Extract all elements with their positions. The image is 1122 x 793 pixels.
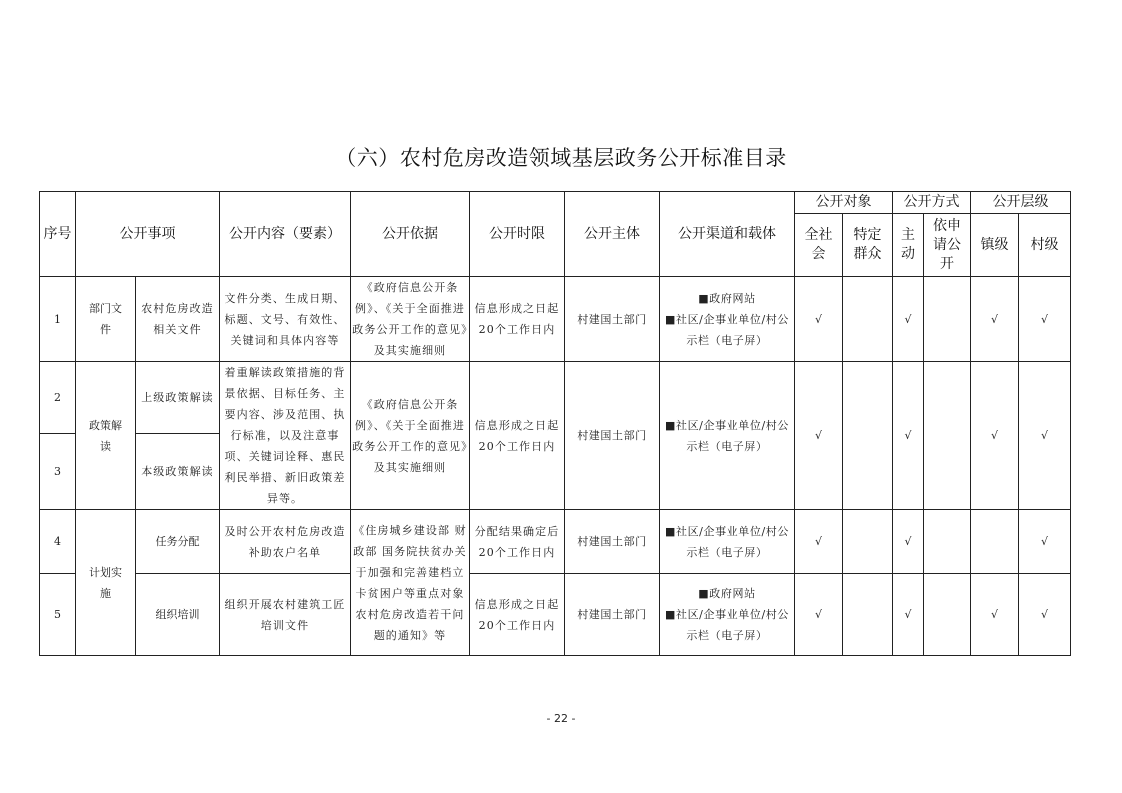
row-target-all: √ (795, 510, 843, 574)
row-level-village: √ (1019, 574, 1071, 656)
row-target-specific (843, 574, 893, 656)
row-item: 组织培训 (136, 574, 220, 656)
disclosure-catalog-table (39, 191, 1071, 656)
header-level-group: 公开层级 (971, 192, 1071, 214)
row-subject: 村建国土部门 (565, 510, 660, 574)
header-target-all (795, 214, 843, 277)
row-item: 任务分配 (136, 510, 220, 574)
row-deadline: 信息形成之日起20个工作日内 (470, 277, 565, 362)
page-number: - 22 - (546, 712, 576, 725)
header-target-group: 公开对象 (795, 192, 893, 214)
table-row (40, 277, 1071, 362)
header-method-group: 公开方式 (893, 192, 971, 214)
row-level-town (971, 510, 1019, 574)
row-deadline: 分配结果确定后20个工作日内 (470, 510, 565, 574)
header-subject: 公开主体 (565, 192, 660, 277)
row-method-request (924, 277, 971, 362)
row-channel-line: ■社区/企事业单位/村公示栏（电子屏） (664, 312, 789, 347)
page-title: （六）农村危房改造领域基层政务公开标准目录 (335, 146, 787, 170)
header-level-town: 镇级 (971, 214, 1019, 277)
row-channel-line: ■政府网站 (698, 291, 756, 305)
row-method-active: √ (893, 574, 924, 656)
row-basis: 《政府信息公开条例》、《关于全面推进政务公开工作的意见》及其实施细则 (351, 277, 470, 362)
row-method-active: √ (893, 362, 924, 510)
row-subject: 村建国土部门 (565, 574, 660, 656)
row-method-request (924, 574, 971, 656)
row-target-specific (843, 362, 893, 510)
row-subject: 村建国土部门 (565, 277, 660, 362)
row-channel-line: ■社区/企事业单位/村公示栏（电子屏） (664, 524, 789, 559)
row-level-town: √ (971, 362, 1019, 510)
row-category (76, 510, 136, 656)
row-item: 本级政策解读 (136, 434, 220, 510)
row-seq: 4 (40, 510, 76, 574)
header-method-request (924, 214, 971, 277)
row-category-label: 政策解读 (88, 418, 122, 453)
header-content: 公开内容（要素） (220, 192, 351, 277)
row-content: 着重解读政策措施的背景依据、目标任务、主要内容、涉及范围、执行标准，以及注意事项、关键词诠释、惠民利民举措、新旧政策差异等。 (220, 362, 351, 510)
row-method-active: √ (893, 277, 924, 362)
header-target-specific (843, 214, 893, 277)
row-level-town: √ (971, 574, 1019, 656)
row-target-specific (843, 277, 893, 362)
row-item: 农村危房改造相关文件 (136, 277, 220, 362)
row-channel (660, 362, 795, 510)
header-level-village: 村级 (1019, 214, 1071, 277)
header-basis: 公开依据 (351, 192, 470, 277)
row-level-village: √ (1019, 510, 1071, 574)
table-row (40, 510, 1071, 574)
row-channel-line: ■社区/企事业单位/村公示栏（电子屏） (664, 418, 789, 453)
row-target-all: √ (795, 277, 843, 362)
row-channel-line: ■社区/企事业单位/村公示栏（电子屏） (664, 608, 789, 642)
header-seq (40, 192, 76, 277)
header-target-all-label: 全社会 (804, 227, 833, 262)
row-channel (660, 277, 795, 362)
table-row (40, 574, 1071, 656)
header-method-active-label: 主动 (900, 227, 915, 262)
row-method-request (924, 510, 971, 574)
row-category (76, 362, 136, 510)
row-basis: 《政府信息公开条例》、《关于全面推进政务公开工作的意见》及其实施细则 (351, 362, 470, 510)
row-channel (660, 510, 795, 574)
row-content: 文件分类、生成日期、标题、文号、有效性、关键词和具体内容等 (220, 277, 351, 362)
row-content: 及时公开农村危房改造补助农户名单 (220, 510, 351, 574)
row-item: 上级政策解读 (136, 362, 220, 434)
header-target-specific-label: 特定群众 (853, 227, 882, 262)
row-level-town: √ (971, 277, 1019, 362)
row-level-village: √ (1019, 362, 1071, 510)
row-category-label: 部门文件 (88, 302, 122, 336)
row-seq: 2 (40, 362, 76, 434)
header-method-request-label: 依申请公开 (933, 217, 961, 272)
row-subject: 村建国土部门 (565, 362, 660, 510)
header-channel: 公开渠道和载体 (660, 192, 795, 277)
row-seq: 5 (40, 574, 76, 656)
row-content: 组织开展农村建筑工匠培训文件 (220, 574, 351, 656)
header-method-active (893, 214, 924, 277)
row-level-village: √ (1019, 277, 1071, 362)
header-deadline: 公开时限 (470, 192, 565, 277)
row-deadline: 信息形成之日起20个工作日内 (470, 574, 565, 656)
row-method-active: √ (893, 510, 924, 574)
table-row (40, 362, 1071, 434)
row-seq: 1 (40, 277, 76, 362)
row-basis: 《住房城乡建设部 财政部 国务院扶贫办关于加强和完善建档立卡贫困户等重点对象农村危房改造若干问题的通知》等 (351, 510, 470, 656)
row-method-request (924, 362, 971, 510)
row-target-all: √ (795, 574, 843, 656)
row-target-all: √ (795, 362, 843, 510)
row-channel (660, 574, 795, 656)
row-target-specific (843, 510, 893, 574)
row-category-label: 计划实施 (88, 565, 122, 600)
header-item: 公开事项 (76, 192, 220, 277)
row-seq: 3 (40, 434, 76, 510)
row-deadline: 信息形成之日起20个工作日内 (470, 362, 565, 510)
row-category (76, 277, 136, 362)
row-channel-line: ■政府网站 (698, 587, 756, 600)
header-seq-label: 序号 (43, 225, 72, 242)
